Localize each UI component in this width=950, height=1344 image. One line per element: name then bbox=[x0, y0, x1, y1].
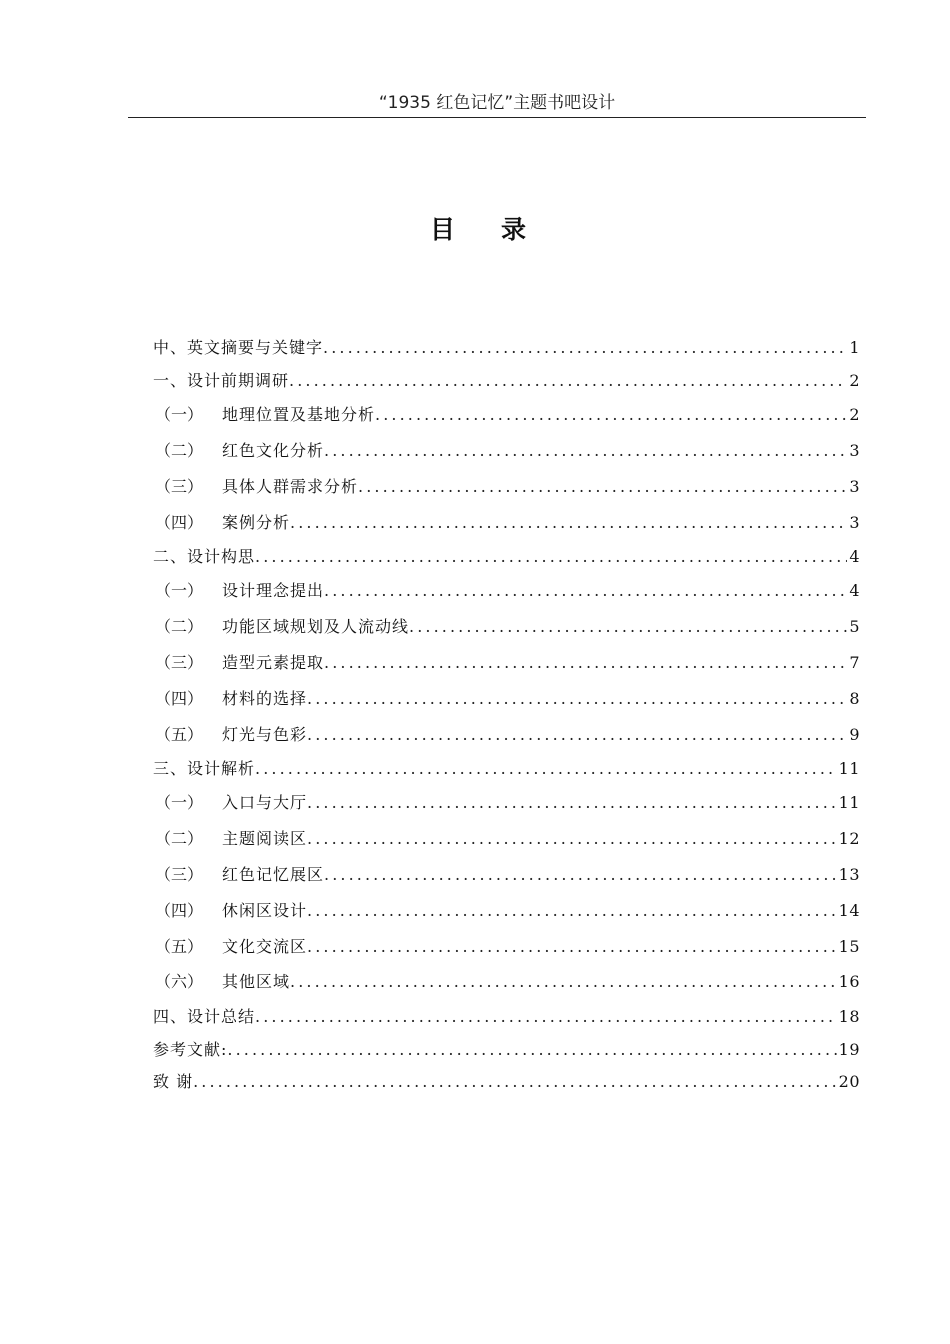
toc-entry-page-number: 1 bbox=[849, 338, 860, 357]
toc-dot-leader bbox=[409, 615, 847, 639]
toc-entry[interactable] bbox=[153, 723, 860, 747]
toc-dot-leader bbox=[227, 1038, 836, 1062]
toc-entry-title: 四、设计总结 bbox=[153, 1007, 256, 1026]
toc-entry-number: （六） bbox=[155, 972, 204, 991]
toc-entry[interactable] bbox=[153, 511, 860, 535]
toc-entry-number: （三） bbox=[155, 477, 204, 496]
toc-entry-title: 三、设计解析 bbox=[153, 759, 256, 778]
toc-entry-number: （二） bbox=[155, 617, 204, 636]
toc-entry[interactable] bbox=[153, 791, 860, 815]
toc-dot-leader bbox=[324, 439, 847, 463]
toc-entry-title: 案例分析 bbox=[222, 513, 291, 532]
header-divider bbox=[128, 117, 866, 118]
toc-entry-title: 功能区域规划及人流动线 bbox=[222, 617, 410, 636]
toc-dot-leader bbox=[255, 545, 847, 569]
toc-entry-title: 具体人群需求分析 bbox=[222, 477, 359, 496]
toc-dot-leader bbox=[289, 369, 847, 393]
toc-entry[interactable] bbox=[153, 439, 860, 463]
toc-dot-leader bbox=[324, 651, 847, 675]
toc-entry[interactable] bbox=[153, 336, 860, 360]
toc-dot-leader bbox=[255, 757, 837, 781]
toc-entry-number: （一） bbox=[155, 581, 204, 600]
toc-dot-leader bbox=[290, 970, 837, 994]
toc-entry-page-number: 4 bbox=[849, 581, 860, 600]
toc-entry-page-number: 14 bbox=[838, 901, 860, 920]
toc-entry-title: 红色文化分析 bbox=[222, 441, 325, 460]
running-header: “1935 红色记忆”主题书吧设计 bbox=[378, 93, 616, 113]
toc-entry[interactable] bbox=[153, 1038, 860, 1062]
toc-dot-leader bbox=[307, 687, 847, 711]
toc-entry-page-number: 2 bbox=[849, 371, 860, 390]
toc-entry[interactable] bbox=[153, 1070, 860, 1094]
toc-entry-title: 二、设计构思 bbox=[153, 547, 256, 566]
toc-entry-title: 灯光与色彩 bbox=[222, 725, 308, 744]
toc-entry-number: （四） bbox=[155, 901, 204, 920]
toc-entry-page-number: 9 bbox=[849, 725, 860, 744]
toc-dot-leader bbox=[193, 1070, 837, 1094]
toc-entry-page-number: 2 bbox=[849, 405, 860, 424]
toc-entry[interactable] bbox=[153, 1005, 860, 1029]
toc-entry[interactable] bbox=[153, 615, 860, 639]
toc-entry-page-number: 4 bbox=[849, 547, 860, 566]
toc-heading: 目录 bbox=[429, 215, 572, 244]
toc-entry[interactable] bbox=[153, 545, 860, 569]
toc-dot-leader bbox=[307, 791, 837, 815]
toc-entry[interactable] bbox=[153, 369, 860, 393]
toc-entry-title: 中、英文摘要与关键字 bbox=[153, 338, 324, 357]
toc-entry-number: （三） bbox=[155, 653, 204, 672]
toc-entry-page-number: 3 bbox=[849, 513, 860, 532]
toc-entry-title: 主题阅读区 bbox=[222, 829, 308, 848]
toc-entry-page-number: 12 bbox=[838, 829, 860, 848]
toc-entry-number: （二） bbox=[155, 829, 204, 848]
toc-entry-page-number: 19 bbox=[838, 1040, 860, 1059]
toc-entry-title: 休闲区设计 bbox=[222, 901, 308, 920]
toc-entry-number: （一） bbox=[155, 405, 204, 424]
toc-entry-number: （四） bbox=[155, 689, 204, 708]
toc-entry-title: 其他区域 bbox=[222, 972, 291, 991]
toc-dot-leader bbox=[307, 899, 837, 923]
toc-entry[interactable] bbox=[153, 899, 860, 923]
toc-entry-page-number: 20 bbox=[838, 1072, 860, 1091]
toc-entry-page-number: 5 bbox=[849, 617, 860, 636]
toc-entry-number: （三） bbox=[155, 865, 204, 884]
toc-entry[interactable] bbox=[153, 970, 860, 994]
toc-entry-page-number: 16 bbox=[838, 972, 860, 991]
toc-dot-leader bbox=[255, 1005, 837, 1029]
toc-dot-leader bbox=[375, 403, 847, 427]
toc-entry-page-number: 18 bbox=[838, 1007, 860, 1026]
toc-entry-page-number: 7 bbox=[849, 653, 860, 672]
toc-entry-page-number: 15 bbox=[838, 937, 860, 956]
toc-dot-leader bbox=[323, 336, 847, 360]
toc-dot-leader bbox=[307, 723, 847, 747]
toc-dot-leader bbox=[307, 935, 837, 959]
toc-entry-page-number: 11 bbox=[838, 793, 860, 812]
toc-entry[interactable] bbox=[153, 403, 860, 427]
toc-entry[interactable] bbox=[153, 687, 860, 711]
toc-entry-number: （一） bbox=[155, 793, 204, 812]
toc-entry-number: （二） bbox=[155, 441, 204, 460]
toc-entry-title: 文化交流区 bbox=[222, 937, 308, 956]
toc-entry-page-number: 3 bbox=[849, 441, 860, 460]
toc-entry-page-number: 8 bbox=[849, 689, 860, 708]
toc-dot-leader bbox=[358, 475, 847, 499]
toc-entry-title: 入口与大厅 bbox=[222, 793, 308, 812]
toc-entry[interactable] bbox=[153, 475, 860, 499]
toc-entry-title: 造型元素提取 bbox=[222, 653, 325, 672]
toc-entry-page-number: 11 bbox=[838, 759, 860, 778]
toc-entry-title: 致 谢 bbox=[153, 1072, 194, 1091]
toc-entry[interactable] bbox=[153, 651, 860, 675]
toc-entry[interactable] bbox=[153, 579, 860, 603]
toc-entry[interactable] bbox=[153, 935, 860, 959]
toc-entry-page-number: 13 bbox=[838, 865, 860, 884]
toc-entry-title: 参考文献: bbox=[153, 1040, 228, 1059]
toc-entry[interactable] bbox=[153, 863, 860, 887]
toc-dot-leader bbox=[307, 827, 837, 851]
toc-entry-page-number: 3 bbox=[849, 477, 860, 496]
toc-entry[interactable] bbox=[153, 757, 860, 781]
toc-dot-leader bbox=[324, 863, 837, 887]
toc-dot-leader bbox=[290, 511, 847, 535]
toc-dot-leader bbox=[324, 579, 847, 603]
toc-entry-number: （五） bbox=[155, 725, 204, 744]
toc-entry-title: 红色记忆展区 bbox=[222, 865, 325, 884]
toc-entry[interactable] bbox=[153, 827, 860, 851]
toc-entry-title: 材料的选择 bbox=[222, 689, 308, 708]
toc-entry-number: （五） bbox=[155, 937, 204, 956]
toc-entry-title: 一、设计前期调研 bbox=[153, 371, 290, 390]
toc-entry-title: 地理位置及基地分析 bbox=[222, 405, 376, 424]
toc-entry-number: （四） bbox=[155, 513, 204, 532]
toc-entry-title: 设计理念提出 bbox=[222, 581, 325, 600]
